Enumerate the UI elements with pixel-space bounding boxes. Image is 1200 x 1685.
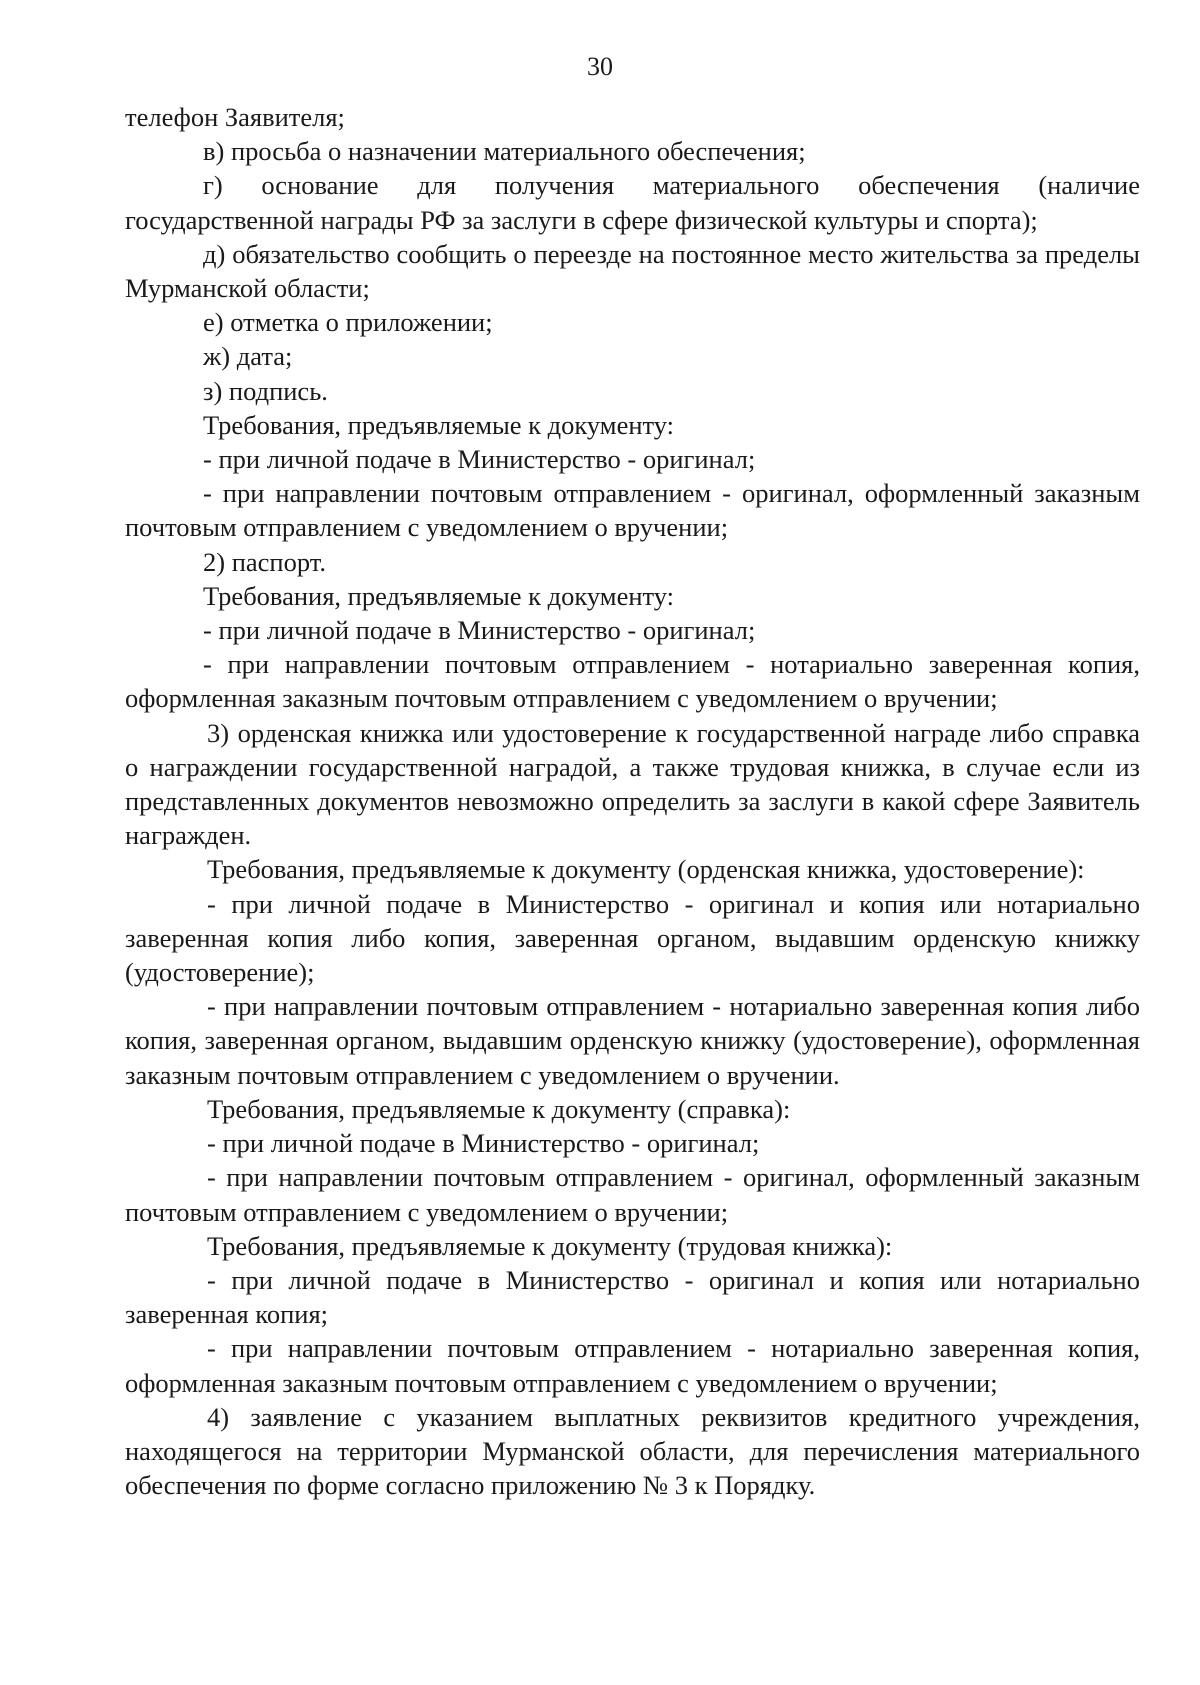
paragraph: - при направлении почтовым отправлением - оригинал, оформленный заказным почтовым отправлением с уведомлением о вручении; <box>125 1162 1140 1227</box>
paragraph: - при направлении почтовым отправлением - оригинал, оформленный заказным почтовым отправлением с уведомлением о вручении; <box>125 478 1140 543</box>
paragraph: г) основание для получения материального обеспечения (наличие государственной награды РФ за заслуги в сфере физической культуры и спорта); <box>125 170 1140 235</box>
page-number: 30 <box>587 52 613 81</box>
paragraph: - при личной подаче в Министерство - оригинал; <box>203 444 756 475</box>
paragraph: Требования, предъявляемые к документу (трудовая книжка): <box>207 1230 893 1261</box>
paragraph: е) отметка о приложении; <box>203 307 493 338</box>
paragraph: Требования, предъявляемые к документу (справка): <box>207 1093 791 1124</box>
paragraph: - при личной подаче в Министерство - оригинал; <box>207 1128 760 1159</box>
paragraph: телефон Заявителя; <box>125 102 345 132</box>
paragraph: ж) дата; <box>203 341 293 372</box>
paragraph: 4) заявление с указанием выплатных реквизитов кредитного учреждения, находящегося на территории Мурманской области, для перечисления материального обеспечения по форме согласно приложению № 3 к Порядку. <box>125 1401 1140 1501</box>
paragraph: д) обязательство сообщить о переезде на постоянное место жительства за пределы Мурманской области; <box>125 238 1140 304</box>
paragraph: в) просьба о назначении материального обеспечения; <box>203 136 806 167</box>
paragraph: 3) орденская книжка или удостоверение к государственной награде либо справка о награждении государственной наградой, а также трудовая книжка, в случае если из представленных документов невозможно определить за заслуги в какой сфере Заявитель награжден. <box>125 717 1140 851</box>
paragraph: Требования, предъявляемые к документу: <box>203 580 675 611</box>
paragraph: з) подпись. <box>203 375 328 406</box>
paragraph: - при направлении почтовым отправлением - нотариально заверенная копия, оформленная заказным почтовым отправлением с уведомлением о вручении; <box>125 1333 1140 1398</box>
document-body <box>125 100 1140 1502</box>
paragraph: - при личной подаче в Министерство - оригинал и копия или нотариально заверенная копия либо копия, заверенная органом, выдавшим орденскую книжку (удостоверение); <box>125 888 1140 988</box>
paragraph: 2) паспорт. <box>203 546 326 577</box>
paragraph: Требования, предъявляемые к документу: <box>203 409 675 440</box>
paragraph: - при личной подаче в Министерство - оригинал и копия или нотариально заверенная копия; <box>125 1264 1140 1330</box>
paragraph: - при личной подаче в Министерство - оригинал; <box>203 615 756 646</box>
paragraph: - при направлении почтовым отправлением - нотариально заверенная копия либо копия, заверенная органом, выдавшим орденскую книжку (удостоверение), оформленная заказным почтовым отправлением с уведомлением о вручении. <box>125 991 1140 1090</box>
paragraph: Требования, предъявляемые к документу (орденская книжка, удостоверение): <box>207 854 1085 885</box>
paragraph: - при направлении почтовым отправлением - нотариально заверенная копия, оформленная заказным почтовым отправлением с уведомлением о вручении; <box>125 649 1140 714</box>
